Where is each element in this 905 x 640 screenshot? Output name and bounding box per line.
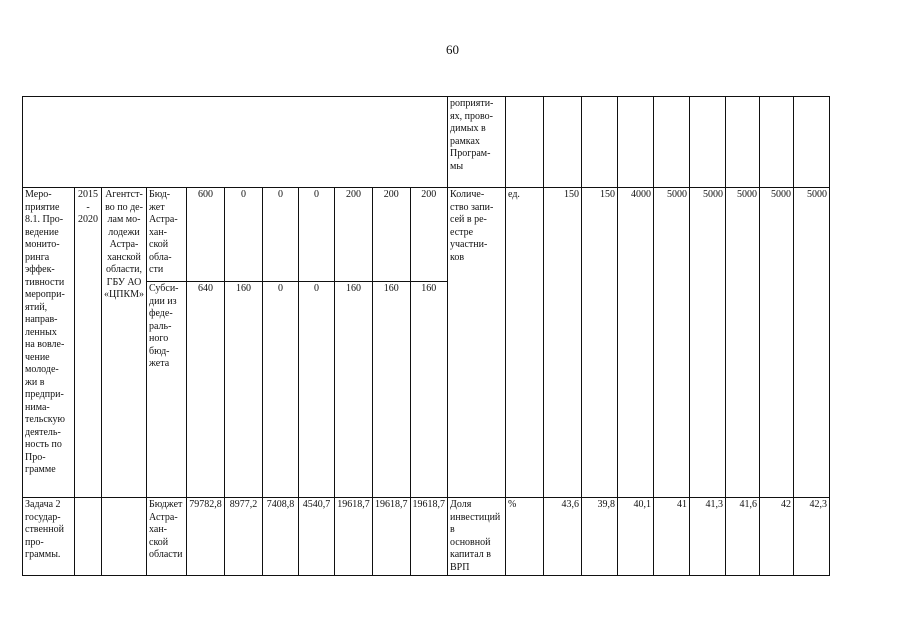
indicator-value: 42 [760, 498, 794, 576]
indicator-value: 42,3 [794, 498, 830, 576]
funding-cell: 8977,2 [225, 498, 263, 576]
measure-name: Меро- приятие 8.1. Про- ведение монито- ринга эффек- тивности меропри- ятий, направ- ленных на вовле- чение молоде- жи в предпри- нима- тельскую деятель- ность по Про- грамме [23, 188, 75, 498]
funding-cell: 79782,8 [187, 498, 225, 576]
indicator-value: 41,6 [726, 498, 760, 576]
funding-source: Бюд- жет Астра- хан- ской обла- сти [147, 188, 187, 282]
task-name: Задача 2 государ- ственной про- граммы. [23, 498, 75, 576]
funding-cell: 19618,7 [335, 498, 373, 576]
indicator-value: 4000 [618, 188, 654, 498]
continuation-indicator: роприяти- ях, прово- димых в рамках Програм- мы [448, 97, 506, 188]
indicator-value: 5000 [726, 188, 760, 498]
funding-source: Бюджет Астра- хан- ской области [147, 498, 187, 576]
funding-cell: 160 [373, 282, 411, 498]
funding-cell: 200 [335, 188, 373, 282]
task-years [75, 498, 102, 576]
indicator-value: 41 [654, 498, 690, 576]
funding-cell: 0 [225, 188, 263, 282]
funding-cell: 160 [410, 282, 448, 498]
indicator-value: 43,6 [544, 498, 582, 576]
funding-cell: 0 [263, 282, 299, 498]
funding-cell: 0 [299, 188, 335, 282]
indicator-value: 39,8 [582, 498, 618, 576]
funding-cell: 200 [410, 188, 448, 282]
funding-cell: 0 [263, 188, 299, 282]
indicator-name: Количе- ство запи- сей в ре- естре участни- ков [448, 188, 506, 498]
indicator-unit: % [506, 498, 544, 576]
funding-cell: 19618,7 [373, 498, 411, 576]
indicator-value: 5000 [690, 188, 726, 498]
measure-executor: Агентст- во по де- лам мо- лодежи Астра- ханской области, ГБУ АО «ЦПКМ» [102, 188, 147, 498]
indicator-value: 40,1 [618, 498, 654, 576]
page-number: 60 [446, 42, 459, 57]
indicator-value: 5000 [654, 188, 690, 498]
table-row [23, 498, 830, 576]
funding-cell: 19618,7 [410, 498, 448, 576]
funding-cell: 640 [187, 282, 225, 498]
continuation-empty [23, 97, 448, 188]
funding-source: Субси- дии из феде- раль- ного бюд- жета [147, 282, 187, 498]
indicator-value: 150 [544, 188, 582, 498]
funding-cell: 160 [225, 282, 263, 498]
task-executor [102, 498, 147, 576]
funding-cell: 7408,8 [263, 498, 299, 576]
funding-cell: 200 [373, 188, 411, 282]
funding-cell: 160 [335, 282, 373, 498]
indicator-value: 5000 [760, 188, 794, 498]
funding-cell: 4540,7 [299, 498, 335, 576]
continuation-row [23, 97, 830, 188]
indicator-unit: ед. [506, 188, 544, 498]
program-table [22, 96, 830, 576]
indicator-value: 5000 [794, 188, 830, 498]
indicator-value: 41,3 [690, 498, 726, 576]
indicator-value: 150 [582, 188, 618, 498]
funding-cell: 600 [187, 188, 225, 282]
indicator-name: Доля инвестиций в основной капитал в ВРП [448, 498, 506, 576]
measure-years: 2015 - 2020 [75, 188, 102, 498]
funding-cell: 0 [299, 282, 335, 498]
table-row [23, 188, 830, 282]
